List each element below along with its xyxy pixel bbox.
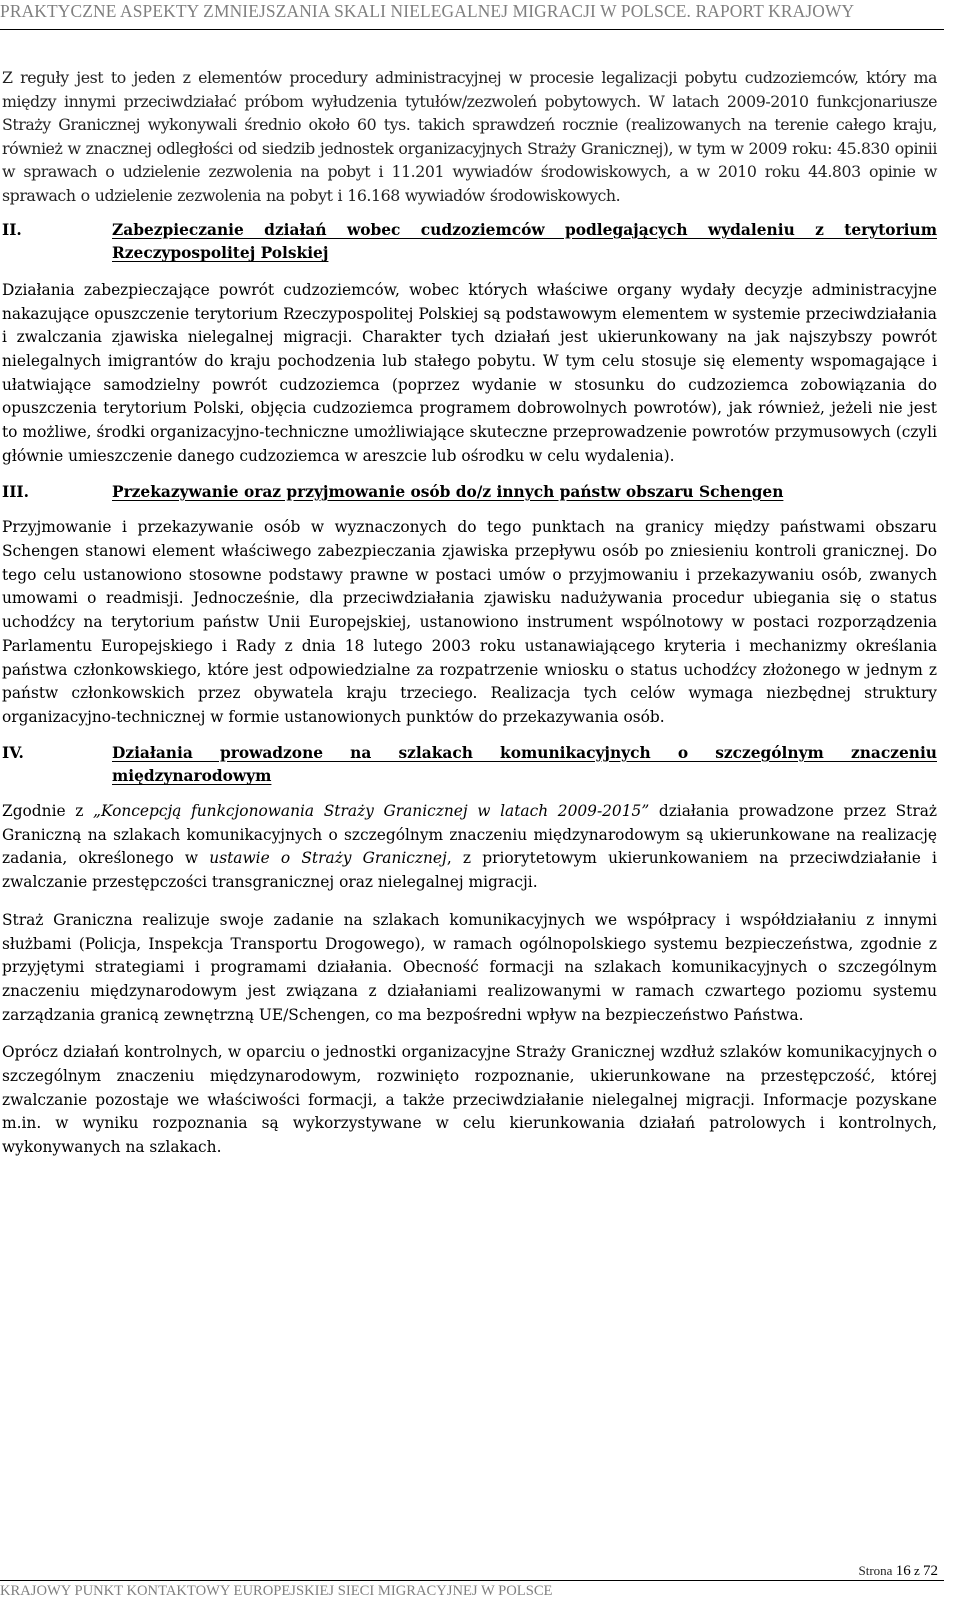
page-content xyxy=(2,66,937,1160)
italic-citation: „Koncepcją funkcjonowania Straży Granicznej w latach 2009-2015” xyxy=(93,802,650,821)
section-heading-iv xyxy=(2,742,937,789)
section-iv-paragraph-3: Oprócz działań kontrolnych, w oparciu o jednostki organizacyjne Straży Granicznej wzdłuż szlaków komunikacyjnych o szczególnym znaczeniu międzynarodowym, rozwinięto rozpoznanie, ukierunkowane na przestępczość, której zwalczanie pozostaje we właściwości formacji, a także przeciwdziałanie nielegalnej migracji. Informacje pozyskane m.in. w wyniku rozpoznania są wykorzystywane w celu kierunkowania działań patrolowych i kontrolnych, wykonywanych na szlakach. xyxy=(2,1043,937,1157)
text-run: Zgodnie z xyxy=(2,802,94,821)
section-title: Przekazywanie oraz przyjmowanie osób do/z innych państw obszaru Schengen xyxy=(112,482,784,501)
header-rule xyxy=(0,29,944,30)
section-title: Działania prowadzone na szlakach komunikacyjnych o szczególnym znaczeniu międzynarodowym xyxy=(112,743,937,786)
footer-rule xyxy=(0,1580,944,1581)
intro-paragraph: Z reguły jest to jeden z elementów procedury administracyjnej w procesie legalizacji pobytu cudzoziemców, który ma między innymi przeciwdziałać próbom wyłudzenia tytułów/zezwoleń pobytowych. W latach 2009-2010 funkcjonariusze Straży Granicznej wykonywali średnio około 60 tys. takich sprawdzeń rocznie (realizowanych na terenie całego kraju, również w znacznej odległości od siedzib jednostek organizacyjnych Straży Granicznej), w tym w 2009 roku: 45.830 opinii w sprawach o udzielenie zezwolenia na pobyt i 11.201 wywiadów środowiskowych, a w 2010 roku 44.803 opinie w sprawach o udzielenie zezwolenia na pobyt i 16.168 wywiadów środowiskowych. xyxy=(2,68,937,205)
section-title: Zabezpieczanie działań wobec cudzoziemców podlegających wydaleniu z terytorium Rzeczypospolitej Polskiej xyxy=(112,220,937,263)
section-heading-ii xyxy=(2,219,937,266)
section-iii-paragraph: Przyjmowanie i przekazywanie osób w wyznaczonych do tego punktach na granicy między państwami obszaru Schengen stanowi element właściwego zabezpieczania zjawiska przepływu osób po zniesieniu kontroli granicznej. Do tego celu ustanowiono stosowne podstawy prawne w postaci umów o przyjmowaniu i przekazywaniu osób, zwanych umowami o readmisji. Jednocześnie, dla przeciwdziałania zjawisku nadużywania procedur ubiegania się o status uchodźcy na terytorium państw Unii Europejskiej, ustanowiono instrument wspólnotowy w postaci rozporządzenia Parlamentu Europejskiego i Rady z dnia 18 lutego 2003 roku ustanawiającego kryteria i mechanizmy określania państwa członkowskiego, które jest odpowiedzialne za rozpatrzenie wniosku o status uchodźcy złożonego w jednym z państw członkowskich przez obywatela kraju trzeciego. Realizacja tych celów wymaga niezbędnej struktury organizacyjno-technicznej w formie ustanowionych punktów do przekazywania osób. xyxy=(2,518,937,726)
section-iv-paragraph-2: Straż Graniczna realizuje swoje zadanie na szlakach komunikacyjnych we współpracy i współdziałaniu z innymi służbami (Policja, Inspekcja Transportu Drogowego), w ramach ogólnopolskiego systemu bezpieczeństwa, zgodnie z przyjętymi strategiami i programami działania. Obecność formacji na szlakach komunikacyjnych o szczególnym znaczeniu międzynarodowym jest związana z działaniami realizowanymi w ramach czwartego poziomu systemu zarządzania granicą zewnętrzną UE/Schengen, co ma bezpośredni wpływ na bezpieczeństwo Państwa. xyxy=(2,910,937,1024)
italic-citation: ustawie o Straży Granicznej xyxy=(209,849,447,868)
current-page: 16 xyxy=(895,1563,911,1579)
section-number: II. xyxy=(2,220,22,239)
running-footer: KRAJOWY PUNKT KONTAKTOWY EUROPEJSKIEJ SIECI MIGRACYJNEJ W POLSCE xyxy=(0,1583,553,1599)
page-separator: z xyxy=(910,1563,923,1578)
page-number xyxy=(859,1563,938,1580)
text-run: , z priorytetowym ukierunkowaniem na przeciwdziałanie i zwalczanie przestępczości transgranicznej oraz nielegalnej migracji. xyxy=(2,849,937,892)
section-number: III. xyxy=(2,482,29,501)
page-label: Strona xyxy=(858,1563,896,1578)
section-number: IV. xyxy=(2,743,24,762)
section-heading-iii xyxy=(2,481,937,505)
section-ii-paragraph: Działania zabezpieczające powrót cudzoziemców, wobec których właściwe organy wydały decyzje administracyjne nakazujące opuszczenie terytorium Rzeczypospolitej Polskiej są podstawowym elementem w systemie przeciwdziałania i zwalczania zjawiska nielegalnej migracji. Charakter tych działań jest ukierunkowany na jak najszybszy powrót nielegalnych imigrantów do kraju pochodzenia lub stałego pobytu. W tym celu stosuje się elementy wspomagające i ułatwiające samodzielny powrót cudzoziemca (poprzez wydanie w stosunku do cudzoziemca zobowiązania do opuszczenia terytorium Polski, objęcia cudzoziemca programem dobrowolnych powrotów), jak również, jeżeli nie jest to możliwe, środki organizacyjno-techniczne umożliwiające skuteczne przeprowadzenie powrotów przymusowych (czyli głównie umieszczenie danego cudzoziemca w areszcie lub ośrodku w celu wydalenia). xyxy=(2,280,937,465)
text-run: działania prowadzone przez Straż Graniczną na szlakach komunikacyjnych o szczególnym znaczeniu międzynarodowym są ukierunkowane na realizację zadania, określonego w xyxy=(2,802,938,868)
running-header: PRAKTYCZNE ASPEKTY ZMNIEJSZANIA SKALI NIELEGALNEJ MIGRACJI W POLSCE. RAPORT KRAJOWY xyxy=(0,1,855,21)
section-iv-paragraph-1 xyxy=(2,800,937,895)
total-pages: 72 xyxy=(923,1563,938,1579)
